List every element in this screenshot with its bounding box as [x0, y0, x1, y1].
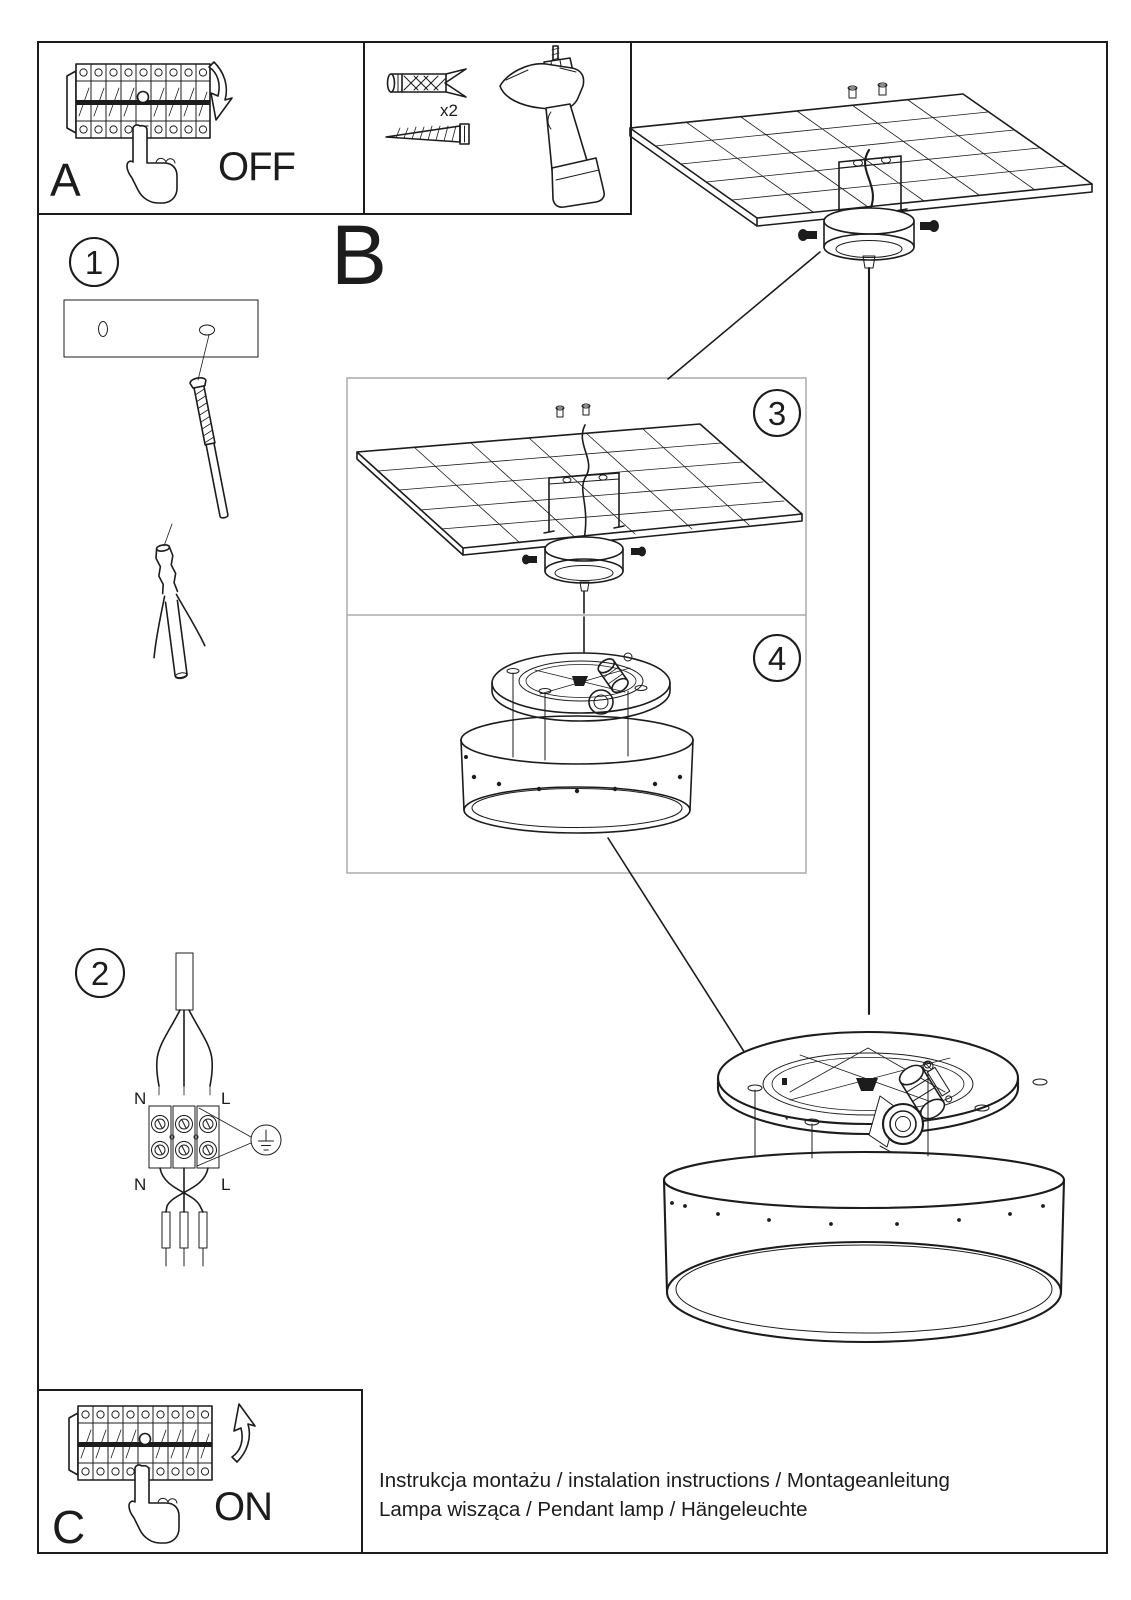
step-4 — [461, 617, 800, 833]
wire-label-n-bottom: N — [134, 1175, 147, 1194]
power-on-label: ON — [214, 1485, 272, 1529]
wiring-diagram — [134, 953, 281, 1266]
ceiling-panel-small-drawing — [357, 404, 802, 555]
thumb-screw-right-icon — [920, 220, 939, 232]
inset-box-frame — [347, 378, 806, 873]
step-2 — [76, 949, 281, 1266]
main-illustration — [630, 83, 1092, 1342]
panel-a-label: A — [50, 154, 81, 206]
lamp-shade-drawing — [664, 1152, 1064, 1342]
wire-label-l-top: L — [221, 1089, 231, 1108]
callout-line-top — [668, 252, 820, 379]
bracket-canopy-small-drawing — [522, 425, 646, 613]
quantity-label: x2 — [440, 101, 458, 120]
lamp-plate-drawing — [718, 1032, 1047, 1158]
panel-a — [50, 62, 295, 206]
ground-symbol — [197, 1108, 281, 1166]
lamp-shade-small-drawing — [461, 716, 693, 833]
step-2-number: 2 — [90, 955, 110, 992]
panel-c-label: C — [52, 1501, 86, 1553]
screw-and-anchor-drawing — [137, 377, 232, 683]
lamp-plate-small-drawing — [492, 617, 670, 760]
step-1 — [64, 238, 258, 682]
power-off-label: OFF — [218, 145, 295, 189]
tools-panel — [386, 46, 604, 207]
mounting-plate-drawing — [64, 300, 258, 380]
ceiling-panel-drawing — [630, 83, 1092, 226]
step-4-number: 4 — [767, 640, 787, 677]
drill-icon — [500, 46, 604, 207]
step-3 — [357, 390, 802, 613]
thumb-screw-left-icon — [798, 229, 817, 241]
screw-icon — [386, 124, 469, 144]
footer-title-line: Instrukcja montażu / instalation instructions / Montageanleitung — [379, 1469, 950, 1492]
wire-label-n-top: N — [134, 1089, 147, 1108]
shade-clip-dots — [670, 1201, 1045, 1226]
terminal-block — [149, 1106, 219, 1168]
section-b-label: B — [331, 208, 388, 302]
step-1-number: 1 — [84, 244, 104, 281]
panel-c — [52, 1404, 272, 1553]
footer — [379, 1469, 950, 1521]
arrow-down-icon — [209, 62, 232, 120]
wire-label-l-bottom: L — [221, 1175, 231, 1194]
wall-plug-icon — [388, 69, 467, 97]
arrow-up-icon — [232, 1404, 255, 1462]
footer-product-line: Lampa wisząca / Pendant lamp / Hängeleuchte — [379, 1498, 808, 1521]
outer-frame — [38, 42, 1107, 1553]
step-3-number: 3 — [767, 395, 787, 432]
